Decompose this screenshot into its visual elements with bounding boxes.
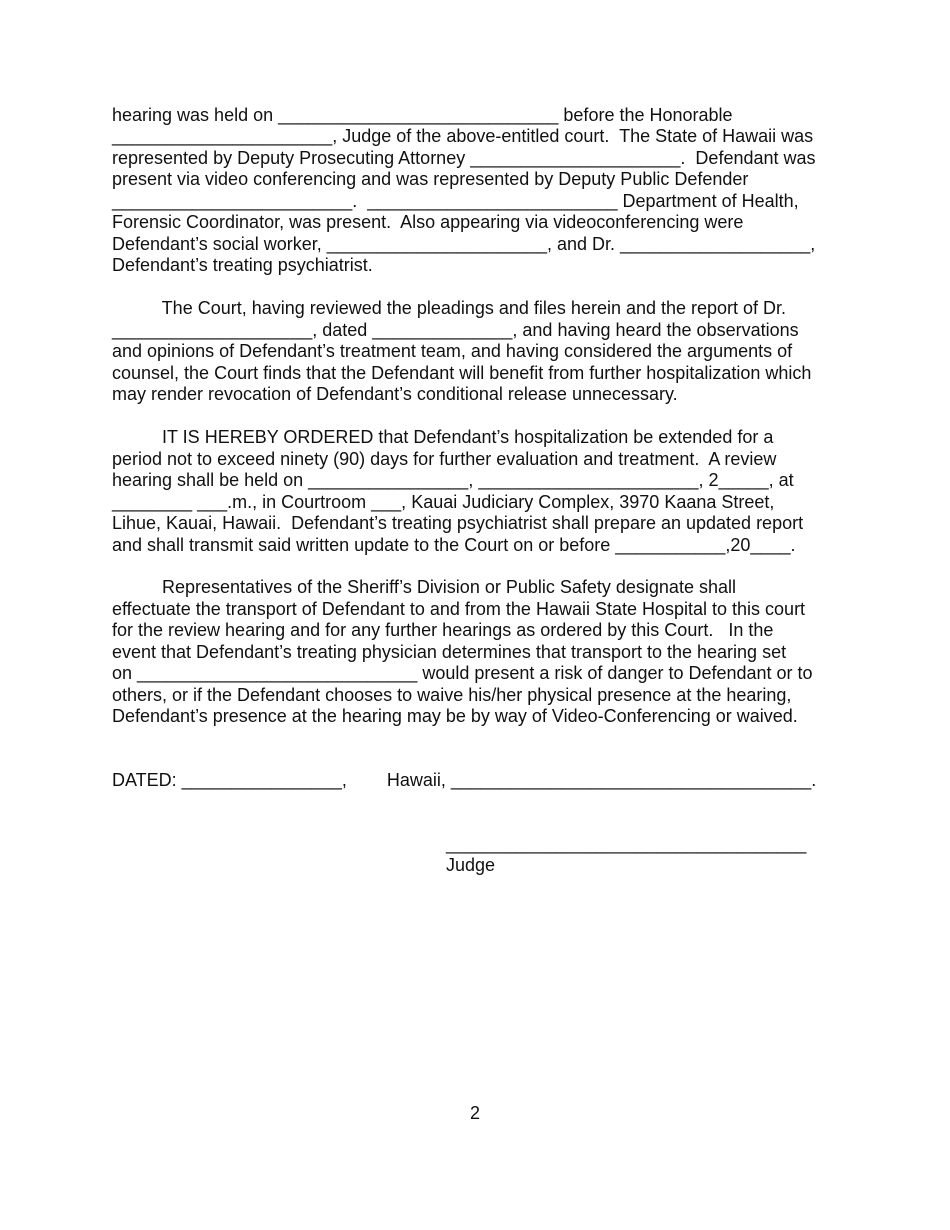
- paragraph-line: Representatives of the Sheriff’s Division or Public Safety designate shall: [112, 577, 736, 597]
- paragraph-line: others, or if the Defendant chooses to waive his/her physical presence at the hearing,: [112, 685, 792, 705]
- paragraph-line: represented by Deputy Prosecuting Attorney _____________________. Defendant was: [112, 148, 816, 168]
- paragraph-line: IT IS HEREBY ORDERED that Defendant’s hospitalization be extended for a: [112, 427, 774, 447]
- page-number: 2: [469, 1103, 480, 1123]
- paragraph-line: ____________________, dated ______________, and having heard the observations: [112, 320, 799, 340]
- paragraph-line: Lihue, Kauai, Hawaii. Defendant’s treating psychiatrist shall prepare an updated report: [112, 513, 804, 533]
- paragraph-line: hearing was held on ____________________________ before the Honorable: [112, 105, 733, 125]
- paragraph-line: ______________________, Judge of the above-entitled court. The State of Hawaii was: [112, 126, 814, 146]
- paragraph-line: counsel, the Court finds that the Defendant will benefit from further hospitalization which: [112, 363, 812, 383]
- paragraph-line: on ____________________________ would present a risk of danger to Defendant or to: [112, 663, 813, 683]
- paragraph-line: Defendant’s treating psychiatrist.: [112, 255, 373, 275]
- paragraph-line: Defendant’s social worker, ______________________, and Dr. ___________________,: [112, 234, 816, 254]
- paragraph-line: period not to exceed ninety (90) days for further evaluation and treatment. A review: [112, 449, 777, 469]
- paragraph-line: event that Defendant’s treating physician determines that transport to the hearing set: [112, 642, 787, 662]
- paragraph-line: may render revocation of Defendant’s conditional release unnecessary.: [112, 384, 678, 404]
- judge-label: Judge: [446, 855, 496, 875]
- judge-signature-line: ____________________________________: [446, 834, 807, 854]
- paragraph-line: and shall transmit said written update to the Court on or before ___________,20____.: [112, 535, 796, 555]
- paragraph-line: and opinions of Defendant’s treatment team, and having considered the arguments of: [112, 341, 793, 361]
- paragraph-line: effectuate the transport of Defendant to and from the Hawaii State Hospital to this court: [112, 599, 806, 619]
- paragraph-line: ________________________. _________________________ Department of Health,: [112, 191, 799, 211]
- paragraph-line: hearing shall be held on ________________, ______________________, 2_____, at: [112, 470, 794, 490]
- paragraph-line: ________ ___.m., in Courtroom ___, Kauai Judiciary Complex, 3970 Kaana Street,: [112, 492, 775, 512]
- paragraph-line: for the review hearing and for any further hearings as ordered by this Court. In the: [112, 620, 774, 640]
- paragraph-line: Defendant’s presence at the hearing may be by way of Video-Conferencing or waived.: [112, 706, 798, 726]
- dated-line: DATED: ________________, Hawaii, ____________________________________.: [112, 770, 817, 790]
- paragraph-line: present via video conferencing and was represented by Deputy Public Defender: [112, 169, 749, 189]
- paragraph-line: Forensic Coordinator, was present. Also appearing via videoconferencing were: [112, 212, 744, 232]
- paragraph-line: The Court, having reviewed the pleadings and files herein and the report of Dr.: [112, 298, 787, 318]
